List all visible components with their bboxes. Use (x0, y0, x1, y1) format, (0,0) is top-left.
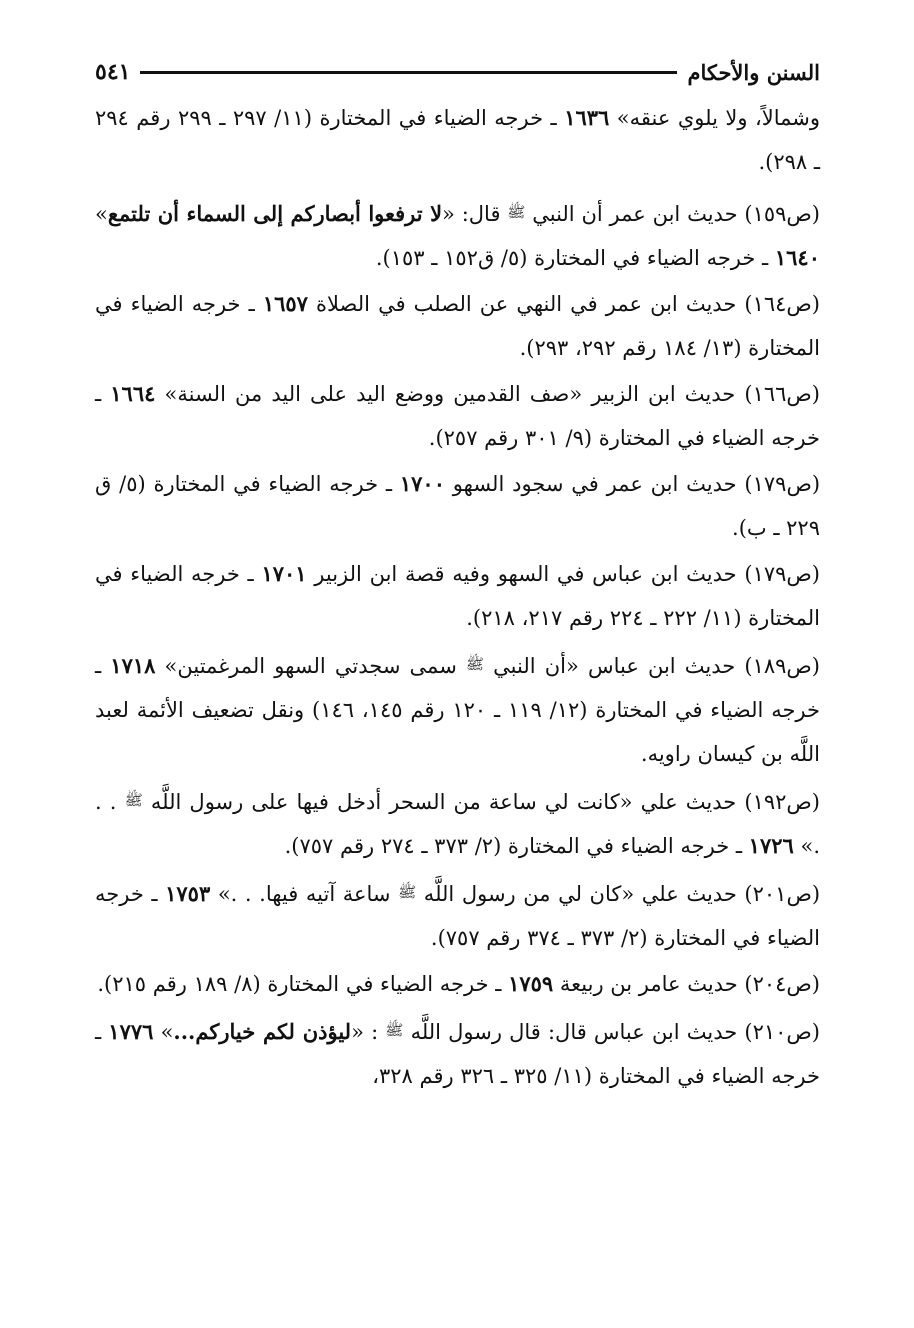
entry-text: سمى سجدتي السهو المرغمتين» (155, 654, 466, 678)
entry-number: ١٧٥٩ (508, 971, 554, 996)
entry-text: » (95, 202, 108, 226)
entry-number: ١٧١٨ (110, 653, 156, 678)
entry-paragraph (95, 462, 820, 550)
entry-paragraph (95, 962, 820, 1006)
entry-number: ١٦٥٧ (262, 291, 308, 316)
entry-number: ١٧٢٦ (748, 833, 794, 858)
entry-paragraph (95, 552, 820, 640)
page-number: ٥٤١ (95, 59, 131, 85)
entry-number: ١٧٠٠ (399, 471, 445, 496)
entry-text: (ص١٦٦) حديث ابن الزبير «صف القدمين ووضع اليد على اليد من السنة» (155, 382, 821, 406)
entry-number: ١٦٣٦ (564, 105, 610, 130)
salutation-glyph: ﷺ (385, 1021, 404, 1039)
entry-text: (ص١٥٩) حديث ابن عمر أن النبي (525, 202, 820, 226)
entry-text: (ص٢٠١) حديث علي «كان لي من رسول اللَّه (416, 882, 821, 906)
salutation-glyph: ﷺ (465, 655, 485, 673)
entry-text: وشمالاً، ولا يلوي عنقه» (609, 106, 820, 130)
entry-text: (ص١٦٤) حديث ابن عمر في النهي عن الصلب في الصلاة (307, 292, 820, 316)
entry-text: (ص١٧٩) حديث ابن عباس في السهو وفيه قصة ابن الزبير (306, 562, 820, 586)
entry-text: (ص١٧٩) حديث ابن عمر في سجود السهو (444, 472, 821, 496)
entry-paragraph (95, 282, 820, 370)
document-page (95, 52, 820, 1100)
page-header (95, 52, 820, 92)
entry-text: ـ خرجه الضياء في المختارة (٨/ ١٨٩ رقم ٢١٥). (97, 972, 509, 996)
entry-text: ـ خرجه الضياء في المختارة (٥/ ق١٥٢ ـ ١٥٣). (375, 246, 775, 270)
entry-text: قال: « (442, 202, 508, 226)
entry-text: (ص١٩٢) حديث علي «كانت لي ساعة من السحر أدخل فيها على رسول اللَّه (142, 790, 820, 814)
entry-paragraph (95, 642, 820, 776)
hadith-text-bold: لا ترفعوا أبصاركم إلى السماء أن تلتمع (107, 201, 443, 226)
entry-text: : « (351, 1020, 386, 1044)
entry-paragraph (95, 372, 820, 460)
entry-number: ١٧٥٣ (165, 881, 211, 906)
entry-text: ـ خرجه الضياء في المختارة (١٣/ ١٨٤ رقم ٢٩٢، ٢٩٣). (95, 292, 820, 360)
entry-paragraph (95, 190, 820, 280)
running-title: السنن والأحكام (687, 59, 820, 85)
entry-text: ـ خرجه الضياء في المختارة (٩/ ٣٠١ رقم ٢٥٧). (95, 382, 820, 450)
salutation-glyph: ﷺ (507, 203, 526, 221)
entry-text: ـ خرجه الضياء في المختارة (١٢/ ١١٩ ـ ١٢٠ رقم ١٤٥، ١٤٦) ونقل تضعيف الأئمة لعبد اللَّه بن كيسان راويه. (95, 654, 820, 766)
entry-text: ـ خرجه الضياء في المختارة (٢/ ٣٧٣ ـ ٣٧٤ رقم ٧٥٧). (95, 882, 820, 950)
entry-number: ١٦٦٤ (110, 381, 156, 406)
entry-text: (ص٢٠٤) حديث عامر بن ربيعة (553, 972, 820, 996)
hadith-text-bold: ليؤذن لكم خياركم... (173, 1019, 352, 1044)
entry-paragraph (95, 778, 820, 868)
entry-text: ـ خرجه الضياء في المختارة (٥/ ق ٢٢٩ ـ ب). (95, 472, 820, 540)
entry-text: ـ خرجه الضياء في المختارة (١١/ ٢٢٢ ـ ٢٢٤ رقم ٢١٧، ٢١٨). (95, 562, 820, 630)
entry-paragraph (95, 1008, 820, 1098)
entry-text: ساعة آتيه فيها. . .» (210, 882, 399, 906)
entry-text: ـ خرجه الضياء في المختارة (١١/ ٣٢٥ ـ ٣٢٦ رقم ٣٢٨، (95, 1020, 820, 1088)
entry-number: ١٧٧٦ (108, 1019, 154, 1044)
entry-text: » (153, 1020, 174, 1044)
entry-paragraph (95, 96, 820, 184)
entry-number: ١٧٠١ (261, 561, 307, 586)
entry-text: ـ خرجه الضياء في المختارة (١١/ ٢٩٧ ـ ٢٩٩ رقم ٢٩٤ ـ ٢٩٨). (95, 106, 820, 174)
entry-text: . . .» (95, 790, 820, 858)
salutation-glyph: ﷺ (124, 791, 143, 809)
entry-text: (ص٢١٠) حديث ابن عباس قال: قال رسول اللَّه (403, 1020, 820, 1044)
entry-text: (ص١٨٩) حديث ابن عباس «أن النبي (484, 654, 821, 678)
header-rule (140, 71, 677, 74)
entry-paragraph (95, 870, 820, 960)
entry-number: ١٦٤٠ (774, 245, 820, 270)
entry-text: ـ خرجه الضياء في المختارة (٢/ ٣٧٣ ـ ٢٧٤ رقم ٧٥٧). (284, 834, 749, 858)
salutation-glyph: ﷺ (398, 883, 417, 901)
